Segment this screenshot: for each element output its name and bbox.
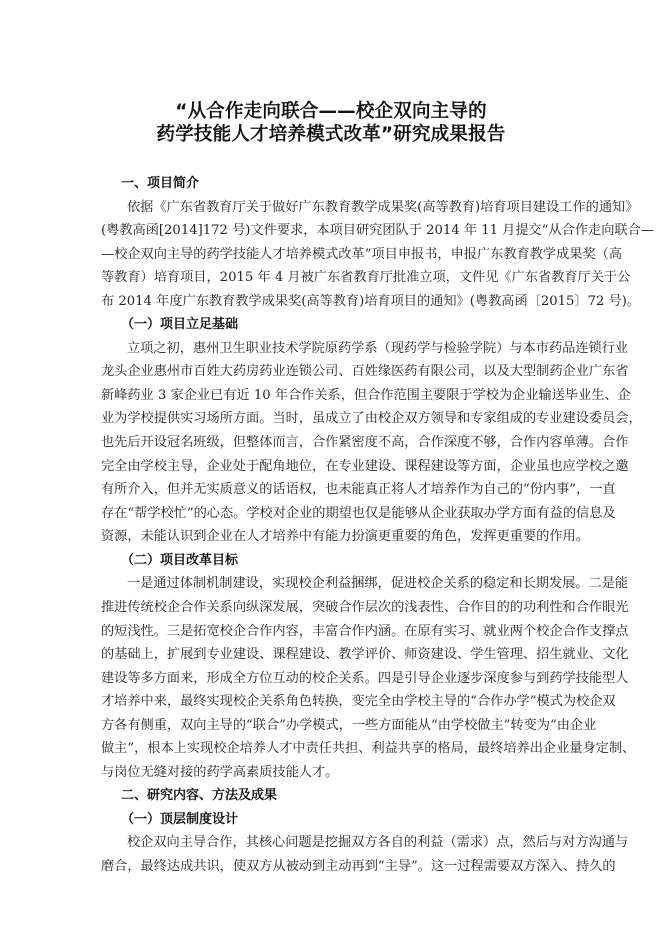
- paragraph-line: 依据《广东省教育厅关于做好广东教育教学成果奖(高等教育)培育项目建设工作的通知》: [127, 200, 639, 215]
- document-title-line-2: 药学技能人才培养模式改革”研究成果报告: [156, 124, 506, 145]
- paragraph-line: 新峰药业 3 家企业已有近 10 年合作关系，但合作范围主要限于学校为企业输送毕业生、企: [101, 388, 631, 403]
- paragraph-line: 的基础上，扩展到专业建设、课程建设、教学评价、师资建设、学生管理、招生就业、文化: [101, 647, 629, 662]
- paragraph-line: 有所介入，但并无实质意义的话语权，也未能真正将人才培养作为自己的“份内事”，一直: [101, 482, 616, 497]
- paragraph-line: 推进传统校企合作关系向纵深发展，突破合作层次的浅表性、合作目的的功利性和合作眼光: [101, 600, 629, 615]
- paragraph-line: 的短浅性。三是拓宽校企合作内容，丰富合作内涵。在原有实习、就业两个校企合作支撑点: [101, 624, 629, 639]
- paragraph-line: 龙头企业惠州市百姓大药房药业连锁公司、百姓缘医药有限公司，以及大型制药企业广东省: [101, 364, 629, 379]
- document-title-line-1: “从合作走向联合——校企双向主导的: [175, 101, 487, 122]
- subsection-heading-reform-goals: （二）项目改革目标: [121, 553, 239, 568]
- paragraph-line: 磨合，最终达成共识，使双方从被动到主动再到“主导”。这一过程需要双方深入、持久的: [101, 859, 616, 874]
- paragraph-line: 才培养中来，最终实现校企关系角色转换，变完全由学校主导的“合作办学”模式为校企双: [101, 694, 616, 709]
- paragraph-line: —校企双向主导的药学技能人才培养模式改革”项目申报书，申报广东教育教学成果奖（高: [101, 247, 623, 262]
- subsection-heading-top-level-design: （一）顶层制度设计: [121, 812, 239, 827]
- paragraph-line: 布 2014 年度广东教育教学成果奖(高等教育)培育项目的通知》(粤教高函〔2015〕72 号)。: [101, 294, 641, 309]
- paragraph-line: 建设等多方面来，形成全方位互动的校企关系。四是引导企业逐步深度参与到药学技能型人: [101, 671, 629, 686]
- paragraph-line: 也先后开设冠名班级，但整体而言，合作紧密度不高，合作深度不够，合作内容单薄。合作: [101, 435, 629, 450]
- paragraph-line: 方各有侧重，双向主导的“联合”办学模式，一些方面能从“由学校做主”转变为“由企业: [101, 718, 597, 733]
- paragraph-line: 立项之初，惠州卫生职业技术学院原药学系（现药学与检验学院）与本市药品连锁行业: [127, 341, 629, 356]
- paragraph-line: 存在“帮学校忙”的心态。学校对企业的期望也仅是能够从企业获取办学方面有益的信息及: [101, 506, 616, 521]
- paragraph-line: 校企双向主导合作，其核心问题是挖掘双方各自的利益（需求）点，然后与对方沟通与: [127, 835, 629, 850]
- paragraph-line: 做主”，根本上实现校企培养人才中责任共担、利益共享的格局，最终培养出企业量身定制、: [101, 741, 636, 756]
- paragraph-line: 与岗位无缝对接的药学高素质技能人才。: [101, 765, 339, 780]
- paragraph-line: 业为学校提供实习场所方面。当时，虽成立了由校企双方领导和专家组成的专业建设委员会，: [101, 411, 642, 426]
- paragraph-line: 完全由学校主导，企业处于配角地位，在专业建设、课程建设等方面，企业虽也应学校之邀: [101, 459, 629, 474]
- paragraph-line: 等教育）培育项目，2015 年 4 月被广东省教育厅批准立项，文件见《广东省教育厅关于公: [101, 270, 631, 285]
- paragraph-line: (粤教高函[2014]172 号)文件要求，本项目研究团队于 2014 年 11 月提交“从合作走向联合—: [101, 223, 654, 238]
- paragraph-line: 一是通过体制机制建设，实现校企利益捆绑，促进校企关系的稳定和长期发展。二是能: [127, 576, 629, 591]
- paragraph-line: 资源，未能认识到企业在人才培养中有能力扮演更重要的角色，发挥更重要的作用。: [101, 529, 589, 544]
- section-heading-project-intro: 一、项目简介: [121, 176, 200, 191]
- subsection-heading-foundation: （一）项目立足基础: [121, 317, 239, 332]
- section-heading-research-content: 二、研究内容、方法及成果: [121, 788, 278, 803]
